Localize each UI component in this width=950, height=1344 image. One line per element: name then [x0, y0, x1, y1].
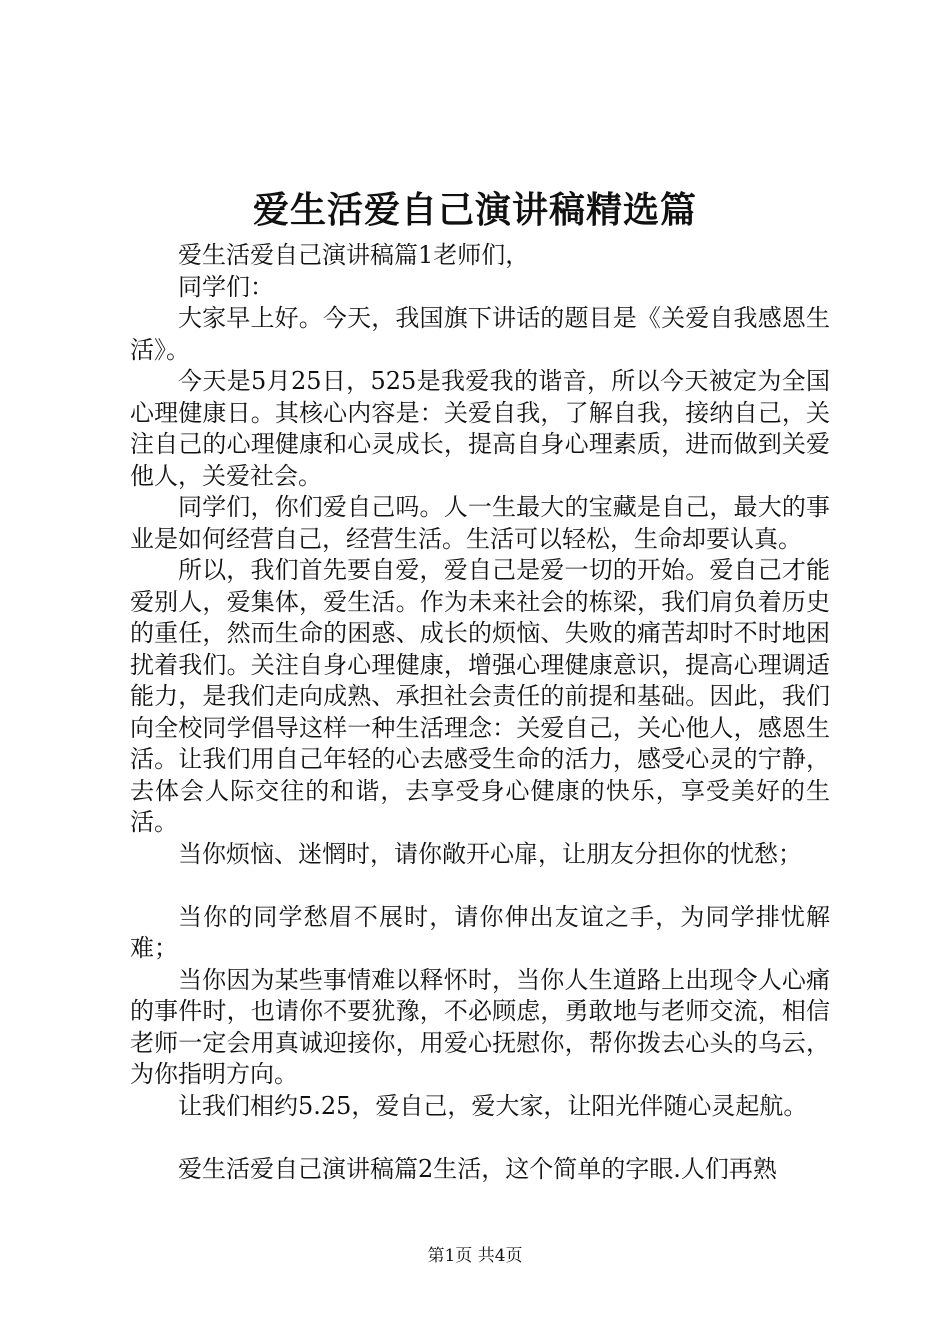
paragraph-4: 今天是5月25日，525是我爱我的谐音，所以今天被定为全国心理健康日。其核心内容是：关爱自我，了解自我，接纳自己，关注自己的心理健康和心灵成长，提高自身心理素质，进而做到关爱他人，关爱社会。	[130, 367, 830, 490]
document-title: 爱生活爱自己演讲稿精选篇	[252, 189, 697, 231]
paragraph-7: 当你烦恼、迷惘时，请你敞开心扉，让朋友分担你的忧愁；	[178, 839, 802, 868]
page-footer: 第1页 共4页	[427, 1246, 523, 1266]
paragraph-5: 同学们，你们爱自己吗。人一生最大的宝藏是自己，最大的事业是如何经营自己，经营生活。生活可以轻松，生命却要认真。	[130, 493, 830, 553]
paragraph-3: 大家早上好。今天，我国旗下讲话的题目是《关爱自我感恩生活》。	[130, 304, 830, 364]
paragraph-9: 当你因为某些事情难以释怀时，当你人生道路上出现令人心痛的事件时，也请你不要犹豫，不必顾虑，勇敢地与老师交流，相信老师一定会用真诚迎接你，用爱心抚慰你，帮你拨去心头的乌云，为你指明方向。	[130, 965, 830, 1088]
paragraph-6: 所以，我们首先要自爱，爱自己是爱一切的开始。爱自己才能爱别人，爱集体，爱生活。作为未来社会的栋梁，我们肩负着历史的重任，然而生命的困惑、成长的烦恼、失败的痛苦却时不时地困扰着我们。关注自身心理健康，增强心理健康意识，提高心理调适能力，是我们走向成熟、承担社会责任的前提和基础。因此，我们向全校同学倡导这样一种生活理念：关爱自己，关心他人，感恩生活。让我们用自己年轻的心去感受生命的活力，感受心灵的宁静，去体会人际交往的和谐，去享受身心健康的快乐，享受美好的生活。	[130, 556, 830, 836]
paragraph-2: 同学们：	[178, 272, 274, 301]
paragraph-11: 爱生活爱自己演讲稿篇2生活，这个简单的字眼.人们再熟	[178, 1154, 777, 1183]
document-body	[130, 240, 830, 1185]
paragraph-1: 爱生活爱自己演讲稿篇1老师们，	[178, 241, 530, 269]
paragraph-10: 让我们相约5.25，爱自己，爱大家，让阳光伴随心灵起航。	[178, 1091, 808, 1120]
paragraph-8: 当你的同学愁眉不展时，请你伸出友谊之手，为同学排忧解难；	[130, 902, 830, 962]
